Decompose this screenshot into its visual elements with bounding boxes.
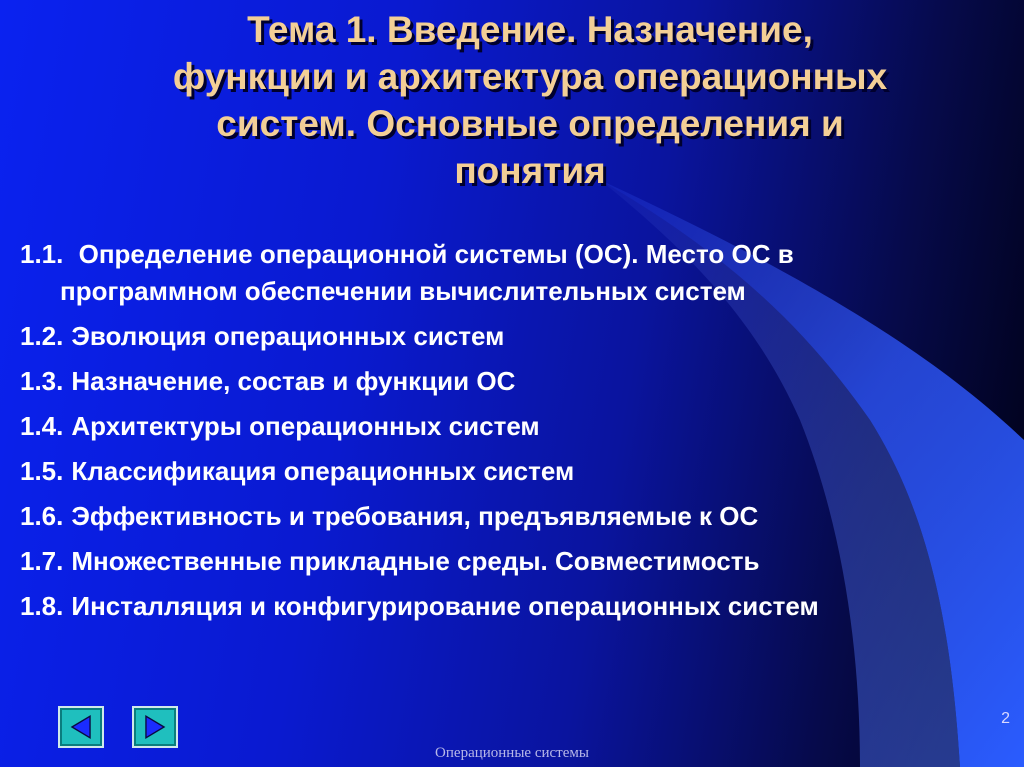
topic-number: 1.2. bbox=[20, 321, 64, 351]
topic-number: 1.7. bbox=[20, 546, 64, 576]
topic-item bbox=[20, 588, 960, 625]
slide-title bbox=[40, 6, 1020, 194]
topic-number: 1.1. bbox=[20, 239, 64, 269]
next-slide-button[interactable] bbox=[132, 706, 178, 748]
topic-text: Эффективность и требования, предъявляемые к ОС bbox=[71, 501, 759, 531]
triangle-right-icon bbox=[134, 708, 176, 746]
topic-item bbox=[20, 236, 960, 310]
topic-text: Архитектуры операционных систем bbox=[71, 411, 540, 441]
topic-list bbox=[20, 236, 960, 633]
topic-text: Инсталляция и конфигурирование операционных систем bbox=[71, 591, 819, 621]
topic-item bbox=[20, 363, 960, 400]
previous-slide-button[interactable] bbox=[58, 706, 104, 748]
topic-text: Классификация операционных систем bbox=[71, 456, 575, 486]
topic-number: 1.4. bbox=[20, 411, 64, 441]
topic-text: Эволюция операционных систем bbox=[71, 321, 505, 351]
topic-text: Определение операционной системы (ОС). Место ОС в программном обеспечении вычислительных систем bbox=[60, 239, 794, 306]
topic-number: 1.8. bbox=[20, 591, 64, 621]
topic-item bbox=[20, 453, 960, 490]
title-line: Тема 1. Введение. Назначение, bbox=[247, 9, 813, 50]
topic-number: 1.6. bbox=[20, 501, 64, 531]
topic-number: 1.5. bbox=[20, 456, 64, 486]
topic-item bbox=[20, 498, 960, 535]
topic-item bbox=[20, 543, 960, 580]
topic-item bbox=[20, 318, 960, 355]
title-line: понятия bbox=[454, 150, 606, 191]
title-line: систем. Основные определения и bbox=[216, 103, 844, 144]
topic-text: Назначение, состав и функции ОС bbox=[71, 366, 516, 396]
topic-item bbox=[20, 408, 960, 445]
triangle-left-icon bbox=[60, 708, 102, 746]
topic-number: 1.3. bbox=[20, 366, 64, 396]
title-line: функции и архитектура операционных bbox=[172, 56, 888, 97]
footer-text: Операционные системы bbox=[435, 745, 589, 761]
slide-number: 2 bbox=[1001, 710, 1010, 727]
topic-text: Множественные прикладные среды. Совместимость bbox=[71, 546, 760, 576]
